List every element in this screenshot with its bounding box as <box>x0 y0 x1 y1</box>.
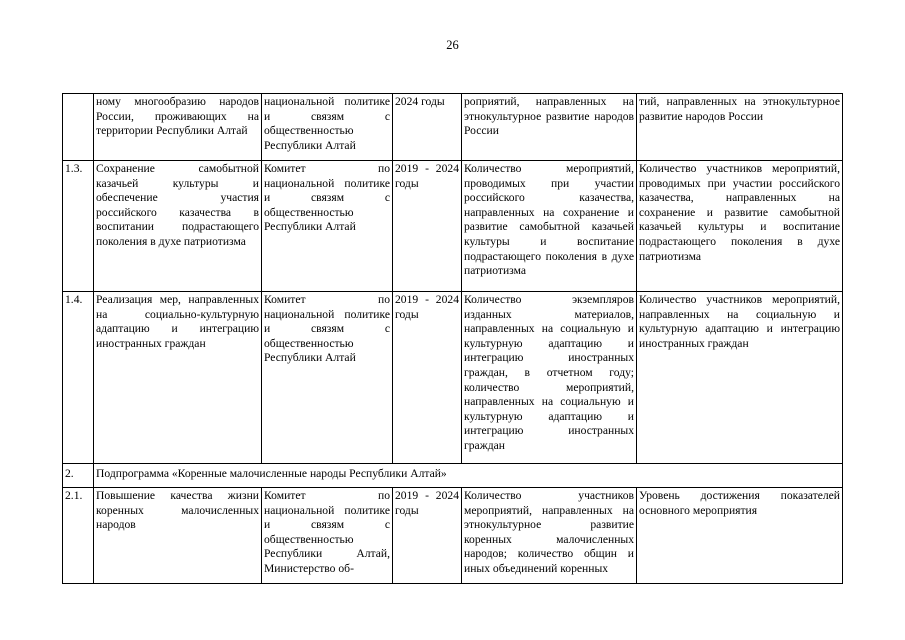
row-number: 2.1. <box>63 488 94 584</box>
row-number: 2. <box>63 464 94 488</box>
indicator-measure-cell: Количество участников мероприятий, направленных на этнокультурное развитие коренных малочисленных народов; количество общин и иных объединений коренных <box>462 488 637 584</box>
indicator-program-cell: Количество участников мероприятий, направленных на социальную и культурную адаптацию и интеграцию иностранных граждан <box>637 292 843 464</box>
executor-cell: Комитет по национальной политике и связям с общественностью Республики Алтай <box>262 161 393 292</box>
table-row <box>63 292 843 464</box>
period-cell: 2024 годы <box>393 94 462 161</box>
executor-cell: Комитет по национальной политике и связям с общественностью Республики Алтай, Министерство об- <box>262 488 393 584</box>
indicator-program-cell: Уровень достижения показателей основного мероприятия <box>637 488 843 584</box>
measure-cell: Реализация мер, направленных на социально-культурную адаптацию и интеграцию иностранных граждан <box>94 292 262 464</box>
executor-cell: Комитет по национальной политике и связям с общественностью Республики Алтай <box>262 292 393 464</box>
period-cell: 2019 - 2024 годы <box>393 488 462 584</box>
subprogram-title: Подпрограмма «Коренные малочисленные народы Республики Алтай» <box>94 464 843 488</box>
indicator-measure-cell: Количество мероприятий, проводимых при участии российского казачества, направленных на сохранение и развитие самобытной казачьей культуры и воспитание подрастающего поколения в духе патриотизма <box>462 161 637 292</box>
row-number: 1.3. <box>63 161 94 292</box>
indicator-measure-cell: роприятий, направленных на этнокультурное развитие народов России <box>462 94 637 161</box>
period-cell: 2019 - 2024 годы <box>393 161 462 292</box>
table-row <box>63 94 843 161</box>
row-number <box>63 94 94 161</box>
measure-cell: Сохранение самобытной казачьей культуры и обеспечение участия российского казачества в воспитании подрастающего поколения в духе патриотизма <box>94 161 262 292</box>
page-number: 26 <box>446 38 459 52</box>
executor-cell: национальной политике и связям с общественностью Республики Алтай <box>262 94 393 161</box>
indicator-measure-cell: Количество экземпляров изданных материалов, направленных на социальную и культурную адаптацию и интеграцию иностранных граждан, в отчетном году; количество мероприятий, направленных на социальную и культурную адаптацию и интеграцию иностранных граждан <box>462 292 637 464</box>
measures-table <box>62 93 843 584</box>
indicator-program-cell: Количество участников мероприятий, проводимых при участии российского казачества, направленных на сохранение и развитие самобытной казачьей культуры и воспитание подрастающего поколения в духе патриотизма <box>637 161 843 292</box>
table-row <box>63 161 843 292</box>
subprogram-row <box>63 464 843 488</box>
indicator-program-cell: тий, направленных на этнокультурное развитие народов России <box>637 94 843 161</box>
table-row <box>63 488 843 584</box>
measure-cell: ному многообразию народов России, проживающих на территории Республики Алтай <box>94 94 262 161</box>
measure-cell: Повышение качества жизни коренных малочисленных народов <box>94 488 262 584</box>
period-cell: 2019 - 2024 годы <box>393 292 462 464</box>
row-number: 1.4. <box>63 292 94 464</box>
